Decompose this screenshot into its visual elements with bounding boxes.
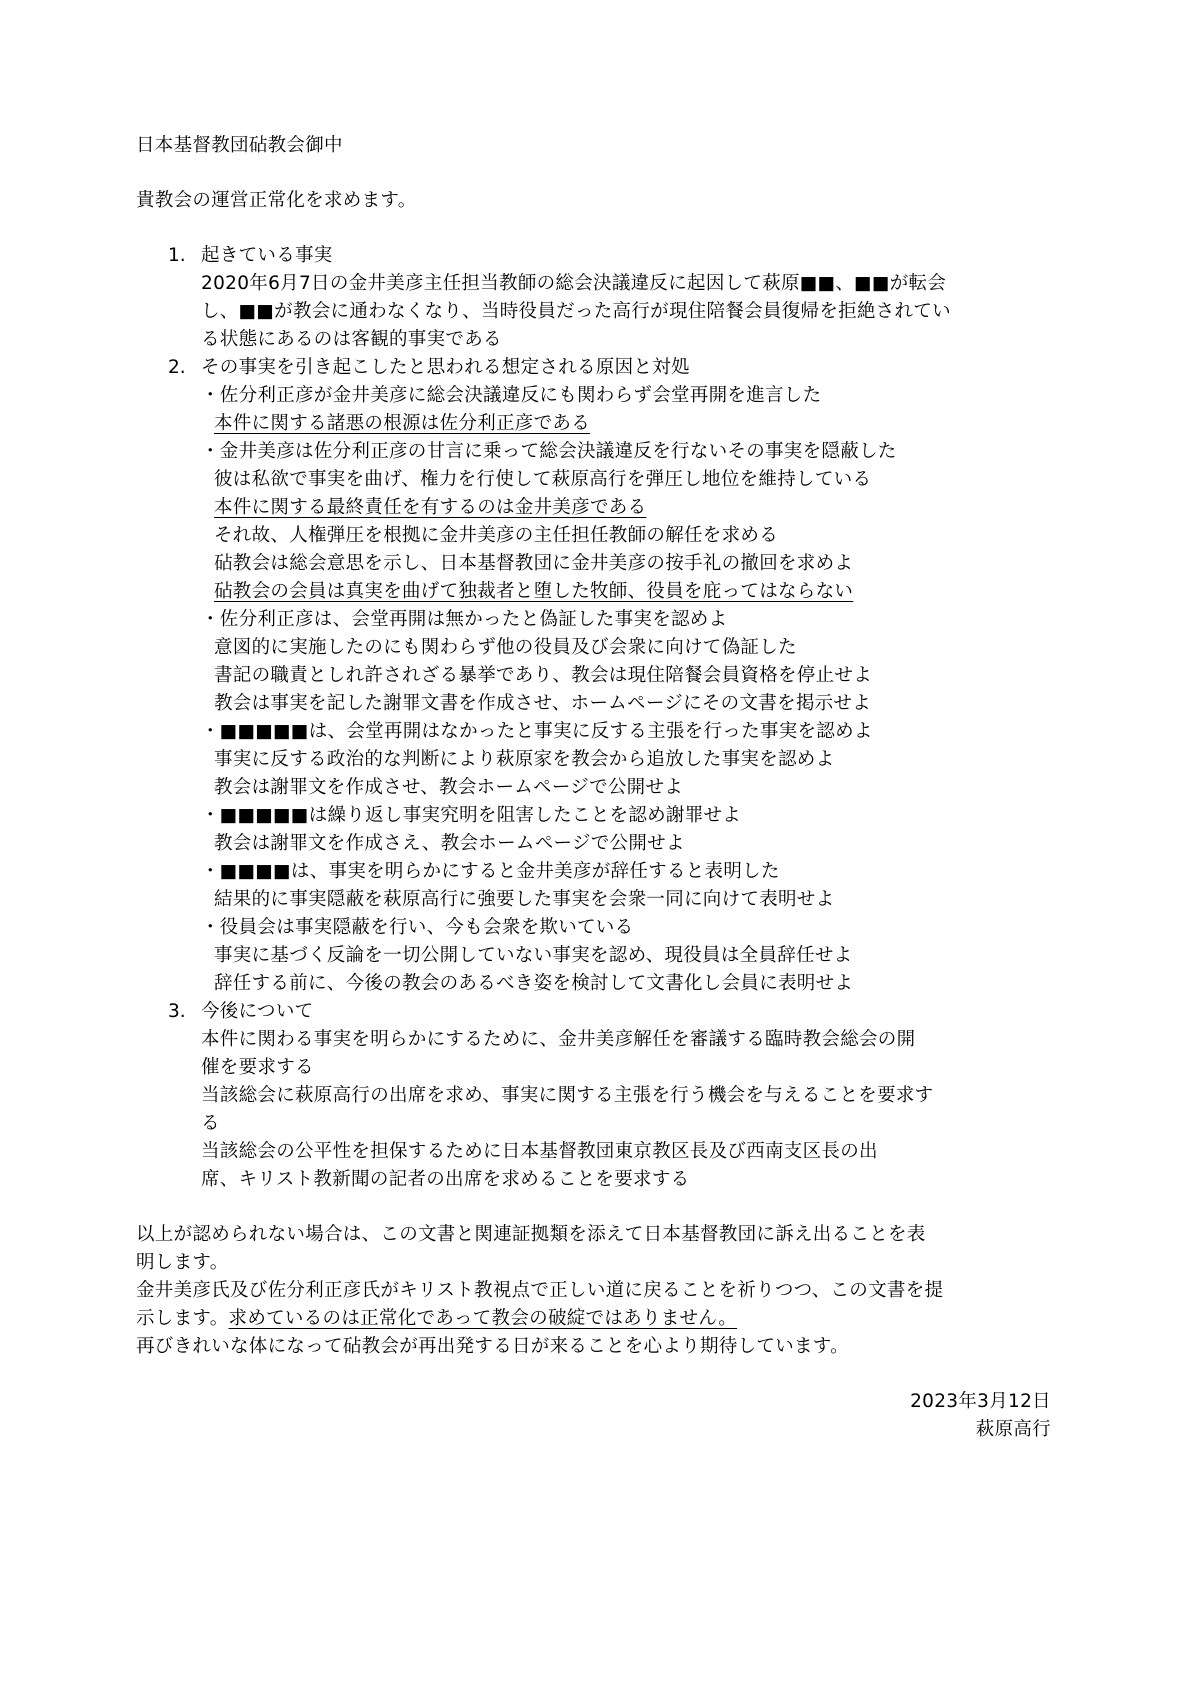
closing-line: 明します。	[136, 1252, 229, 1273]
section-2-line: それ故、人権弾圧を根拠に金井美彦の主任担任教師の解任を求める	[214, 525, 779, 546]
section-2-line: 教会は謝罪文を作成させ、教会ホームページで公開せよ	[214, 777, 684, 798]
section-2-bullet: ・佐分利正彦は、会堂再開は無かったと偽証した事実を認めよ	[201, 609, 728, 630]
closing-line: 再びきれいな体になって砧教会が再出発する日が来ることを心より期待しています。	[136, 1336, 849, 1357]
section-3-line: る	[201, 1113, 220, 1134]
section-3-line: 席、キリスト教新聞の記者の出席を求めることを要求する	[201, 1169, 690, 1190]
section-1-title: 起きている事実	[201, 245, 333, 266]
section-2-line: 彼は私欲で事実を曲げ、権力を行使して萩原高行を弾圧し地位を維持している	[214, 469, 872, 490]
section-2-line: 意図的に実施したのにも関わらず他の役員及び会衆に向けて偽証した	[214, 637, 797, 658]
request-statement: 貴教会の運営正常化を求めます。	[136, 190, 417, 211]
document-date: 2023年3月12日	[910, 1391, 1051, 1412]
closing-plain-text: 示します。	[136, 1308, 229, 1329]
section-1-line: し、■■が教会に通わなくなり、当時役員だった高行が現住陪餐会員復帰を拒絶されてい	[201, 301, 951, 322]
section-2-line: 事実に反する政治的な判断により萩原家を教会から追放した事実を認めよ	[214, 749, 835, 770]
section-3-line: 当該総会に萩原高行の出席を求め、事実に関する主張を行う機会を与えることを要求す	[201, 1085, 934, 1106]
section-2-line-underlined: 砧教会の会員は真実を曲げて独裁者と堕した牧師、役員を庇ってはならない	[214, 581, 854, 602]
section-2-line: 結果的に事実隠蔽を萩原高行に強要した事実を会衆一同に向けて表明せよ	[214, 889, 835, 910]
section-1-line: 2020年6月7日の金井美彦主任担当教師の総会決議違反に起因して萩原■■、■■が転会	[201, 273, 947, 294]
section-2-line: 砧教会は総会意思を示し、日本基督教団に金井美彦の按手礼の撤回を求めよ	[214, 553, 854, 574]
section-2-bullet: ・■■■■は、事実を明らかにすると金井美彦が辞任すると表明した	[201, 861, 780, 882]
section-1-line: る状態にあるのは客観的事実である	[201, 329, 502, 350]
closing-line: 金井美彦氏及び佐分利正彦氏がキリスト教視点で正しい道に戻ることを祈りつつ、この文書を提	[136, 1280, 944, 1301]
section-3-title: 今後について	[201, 1001, 314, 1022]
closing-line: 以上が認められない場合は、この文書と関連証拠類を添えて日本基督教団に訴え出ることを表	[136, 1224, 926, 1245]
section-2-bullet: ・■■■■■は、会堂再開はなかったと事実に反する主張を行った事実を認めよ	[201, 721, 873, 742]
addressee: 日本基督教団砧教会御中	[136, 135, 343, 156]
section-3-line: 当該総会の公平性を担保するために日本基督教団東京教区長及び西南支区長の出	[201, 1141, 878, 1162]
section-2-line-underlined: 本件に関する最終責任を有するのは金井美彦である	[214, 497, 647, 518]
section-2-line-underlined: 本件に関する諸悪の根源は佐分利正彦である	[214, 413, 591, 434]
section-3-line: 本件に関わる事実を明らかにするために、金井美彦解任を審議する臨時教会総会の開	[201, 1029, 916, 1050]
section-1-number: 1.	[168, 245, 186, 266]
section-2-line: 書記の職責としれ許されざる暴挙であり、教会は現住陪餐会員資格を停止せよ	[214, 665, 873, 686]
closing-line-4	[136, 1304, 737, 1334]
section-3-number: 3.	[168, 1001, 186, 1022]
section-2-line: 事実に基づく反論を一切公開していない事実を認め、現役員は全員辞任せよ	[214, 945, 853, 966]
section-2-title: その事実を引き起こしたと思われる想定される原因と対処	[201, 357, 690, 378]
section-2-line: 教会は事実を記した謝罪文書を作成させ、ホームページにその文書を掲示せよ	[214, 693, 872, 714]
section-2-bullet: ・■■■■■は繰り返し事実究明を阻害したことを認め謝罪せよ	[201, 805, 742, 826]
section-2-line: 教会は謝罪文を作成さえ、教会ホームページで公開せよ	[214, 833, 685, 854]
closing-underlined-text: 求めているのは正常化であって教会の破綻ではありません。	[228, 1308, 738, 1329]
section-2-number: 2.	[168, 357, 186, 378]
section-2-bullet: ・金井美彦は佐分利正彦の甘言に乗って総会決議違反を行ないその事実を隠蔽した	[201, 441, 897, 462]
section-2-bullet: ・佐分利正彦が金井美彦に総会決議違反にも関わらず会堂再開を進言した	[201, 385, 822, 406]
section-2-line: 辞任する前に、今後の教会のあるべき姿を検討して文書化し会員に表明せよ	[214, 973, 854, 994]
author-name: 萩原高行	[975, 1419, 1051, 1440]
section-2-bullet: ・役員会は事実隠蔽を行い、今も会衆を欺いている	[201, 917, 634, 938]
section-3-line: 催を要求する	[201, 1057, 314, 1078]
